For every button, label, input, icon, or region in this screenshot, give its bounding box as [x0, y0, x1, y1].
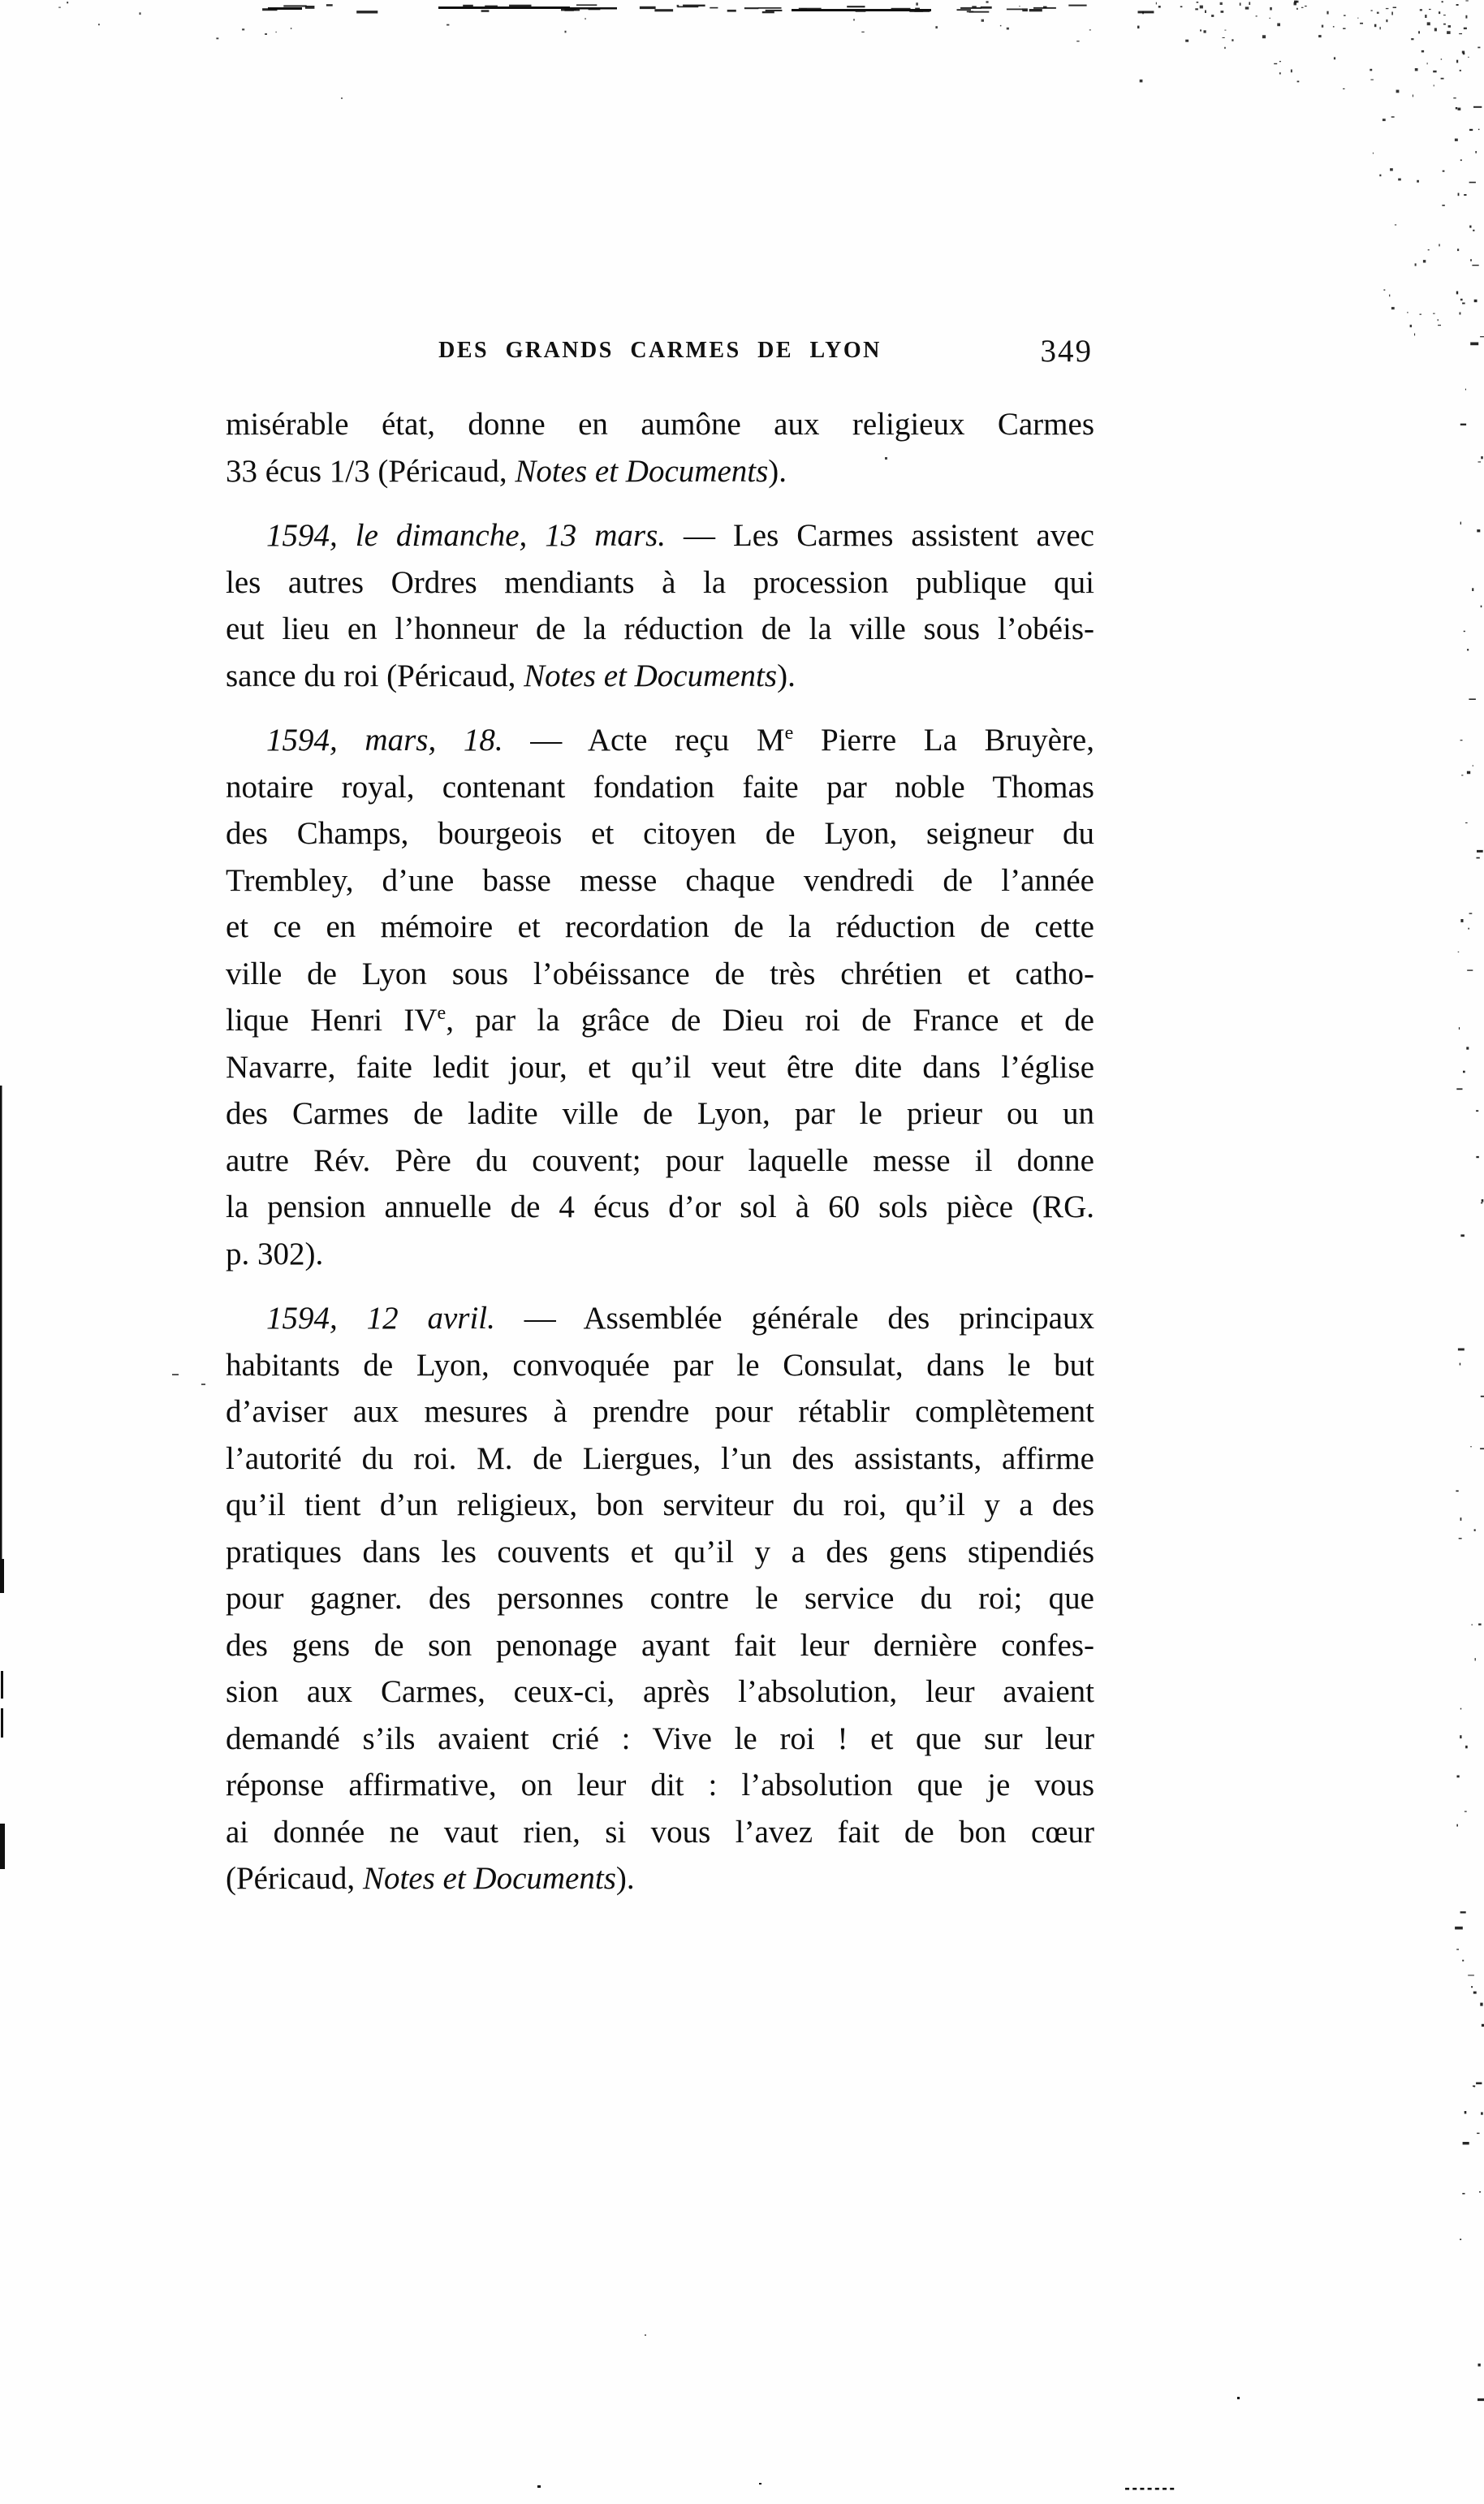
- text-line: [226, 1388, 1094, 1435]
- paragraph: [226, 512, 1094, 699]
- text-line: [226, 857, 1094, 904]
- text-line-content: [226, 1628, 1094, 1663]
- text-run: ).: [615, 1861, 635, 1896]
- text-line: [226, 1762, 1094, 1809]
- text-run: des gens de son penonage ayant fait leur dernière confes-: [226, 1627, 1094, 1663]
- text-line-content: [226, 611, 1094, 646]
- text-line-content: [226, 565, 1094, 600]
- text-run: 33 écus 1/3 (Péricaud,: [226, 453, 516, 489]
- text-line: [226, 1622, 1094, 1669]
- text-line-content: [226, 816, 1094, 851]
- text-run: (Péricaud,: [226, 1861, 363, 1896]
- text-line: [226, 904, 1094, 951]
- italic-run: 1594, mars, 18.: [266, 723, 503, 758]
- text-run: sance du roi (Péricaud,: [226, 658, 524, 693]
- paragraph: [226, 717, 1094, 1277]
- text-run: l’autorité du roi. M. de Liergues, l’un des assistants, affirme: [226, 1440, 1094, 1476]
- text-line-content: [226, 1348, 1094, 1383]
- page-header: [226, 333, 1094, 375]
- text-line: [226, 1855, 1094, 1902]
- text-line-content: [226, 1861, 635, 1896]
- text-line-content: [226, 1394, 1094, 1429]
- text-run: ville de Lyon sous l’obéissance de très chrétien et catho-: [226, 956, 1094, 991]
- italic-run: 1594, 12 avril.: [266, 1301, 495, 1336]
- text-line-content: [226, 956, 1094, 991]
- text-line: [226, 1716, 1094, 1763]
- text-run: — Acte reçu M: [503, 723, 785, 758]
- text-run: pratiques dans les couvents et qu’il y a des gens stipendiés: [226, 1534, 1094, 1569]
- paragraph: [226, 1295, 1094, 1902]
- text-line: [226, 1090, 1094, 1138]
- text-run: les autres Ordres mendiants à la procession publique qui: [226, 564, 1094, 600]
- text-run: la pension annuelle de 4 écus d’or sol à 60 sols pièce (RG.: [226, 1189, 1094, 1224]
- text-line: [226, 764, 1094, 811]
- text-run: Pierre La Bruyère,: [793, 723, 1094, 758]
- text-line: [226, 401, 1094, 448]
- text-run: p. 302).: [226, 1236, 324, 1271]
- text-line: [226, 951, 1094, 998]
- italic-run: Notes et Documents: [362, 1861, 616, 1896]
- superscript-run: e: [437, 1002, 446, 1024]
- text-line-content: [226, 863, 1094, 898]
- text-line: [226, 1295, 1094, 1342]
- text-line: [226, 717, 1094, 764]
- text-line-content: [226, 407, 1094, 442]
- text-run: eut lieu en l’honneur de la réduction de la ville sous l’obéis-: [226, 611, 1094, 646]
- text-run: habitants de Lyon, convoquée par le Consulat, dans le but: [226, 1347, 1094, 1383]
- text-line: [226, 1482, 1094, 1529]
- text-line-content: [226, 1096, 1094, 1131]
- body-text: [226, 401, 1094, 1902]
- running-title: DES GRANDS CARMES DE LYON: [438, 338, 882, 363]
- text-run: — Assemblée générale des principaux: [494, 1301, 1094, 1336]
- text-line: [226, 997, 1094, 1044]
- text-line-content: [226, 1301, 1094, 1336]
- text-line: [226, 810, 1094, 857]
- text-line: [226, 512, 1094, 559]
- text-line-content: [226, 454, 787, 489]
- text-line-content: [226, 1237, 323, 1271]
- text-run: , par la grâce de Dieu roi de France et de: [446, 1003, 1094, 1038]
- text-line: [226, 1669, 1094, 1716]
- text-line-content: [226, 1674, 1094, 1709]
- text-line-content: [226, 1815, 1094, 1850]
- text-run: des Champs, bourgeois et citoyen de Lyon, seigneur du: [226, 816, 1094, 851]
- italic-run: Notes et Documents: [515, 453, 769, 489]
- text-line: [226, 559, 1094, 607]
- text-line-content: [226, 1189, 1094, 1224]
- text-line: [226, 1435, 1094, 1483]
- text-run: et ce en mémoire et recordation de la réduction de cette: [226, 909, 1094, 944]
- text-run: — Les Carmes assistent avec: [666, 518, 1094, 553]
- text-line: [226, 1342, 1094, 1389]
- text-line: [226, 448, 1094, 495]
- text-line-content: [226, 723, 1094, 758]
- text-run: Trembley, d’une basse messe chaque vendredi de l’année: [226, 862, 1094, 898]
- text-line-content: [226, 1721, 1094, 1756]
- text-run: ai donnée ne vaut rien, si vous l’avez fait de bon cœur: [226, 1814, 1094, 1850]
- text-line: [226, 606, 1094, 653]
- text-line: [226, 1809, 1094, 1856]
- text-run: ).: [777, 658, 796, 693]
- text-line: [226, 1044, 1094, 1091]
- text-line: [226, 1575, 1094, 1622]
- text-run: ).: [768, 453, 787, 489]
- text-line: [226, 653, 1094, 700]
- text-line-content: [226, 1581, 1094, 1616]
- paragraph: [226, 401, 1094, 494]
- text-line-content: [226, 518, 1094, 553]
- text-line: [226, 1184, 1094, 1231]
- text-line-content: [226, 1143, 1094, 1178]
- italic-run: 1594, le dimanche, 13 mars.: [266, 518, 666, 553]
- text-line: [226, 1529, 1094, 1576]
- text-line-content: [226, 909, 1094, 944]
- text-run: réponse affirmative, on leur dit : l’absolution que je vous: [226, 1768, 1094, 1802]
- text-run: notaire royal, contenant fondation faite par noble Thomas: [226, 769, 1094, 805]
- text-run: sion aux Carmes, ceux-ci, après l’absolution, leur avaient: [226, 1674, 1094, 1709]
- text-run: pour gagner. des personnes contre le service du roi; que: [226, 1581, 1094, 1616]
- text-line-content: [226, 1768, 1094, 1802]
- text-run: misérable état, donne en aumône aux religieux Carmes: [226, 407, 1094, 442]
- text-line-content: [226, 1487, 1094, 1522]
- text-line-content: [226, 1003, 1094, 1038]
- text-run: Navarre, faite ledit jour, et qu’il veut être dite dans l’église: [226, 1049, 1094, 1085]
- superscript-run: e: [784, 722, 794, 744]
- text-run: lique Henri IV: [226, 1003, 438, 1038]
- text-run: qu’il tient d’un religieux, bon serviteur du roi, qu’il y a des: [226, 1487, 1094, 1522]
- page-number: 349: [1040, 334, 1093, 369]
- text-line: [226, 1231, 1094, 1278]
- text-line-content: [226, 658, 796, 693]
- text-run: des Carmes de ladite ville de Lyon, par le prieur ou un: [226, 1096, 1094, 1131]
- text-line-content: [226, 1441, 1094, 1476]
- text-run: autre Rév. Père du couvent; pour laquelle messe il donne: [226, 1142, 1094, 1178]
- italic-run: Notes et Documents: [524, 658, 778, 693]
- text-line-content: [226, 1535, 1094, 1569]
- text-line: [226, 1138, 1094, 1185]
- text-line-content: [226, 770, 1094, 805]
- text-line-content: [226, 1050, 1094, 1085]
- text-run: demandé s’ils avaient crié : Vive le roi ! et que sur leur: [226, 1720, 1094, 1756]
- text-run: d’aviser aux mesures à prendre pour rétablir complètement: [226, 1394, 1094, 1429]
